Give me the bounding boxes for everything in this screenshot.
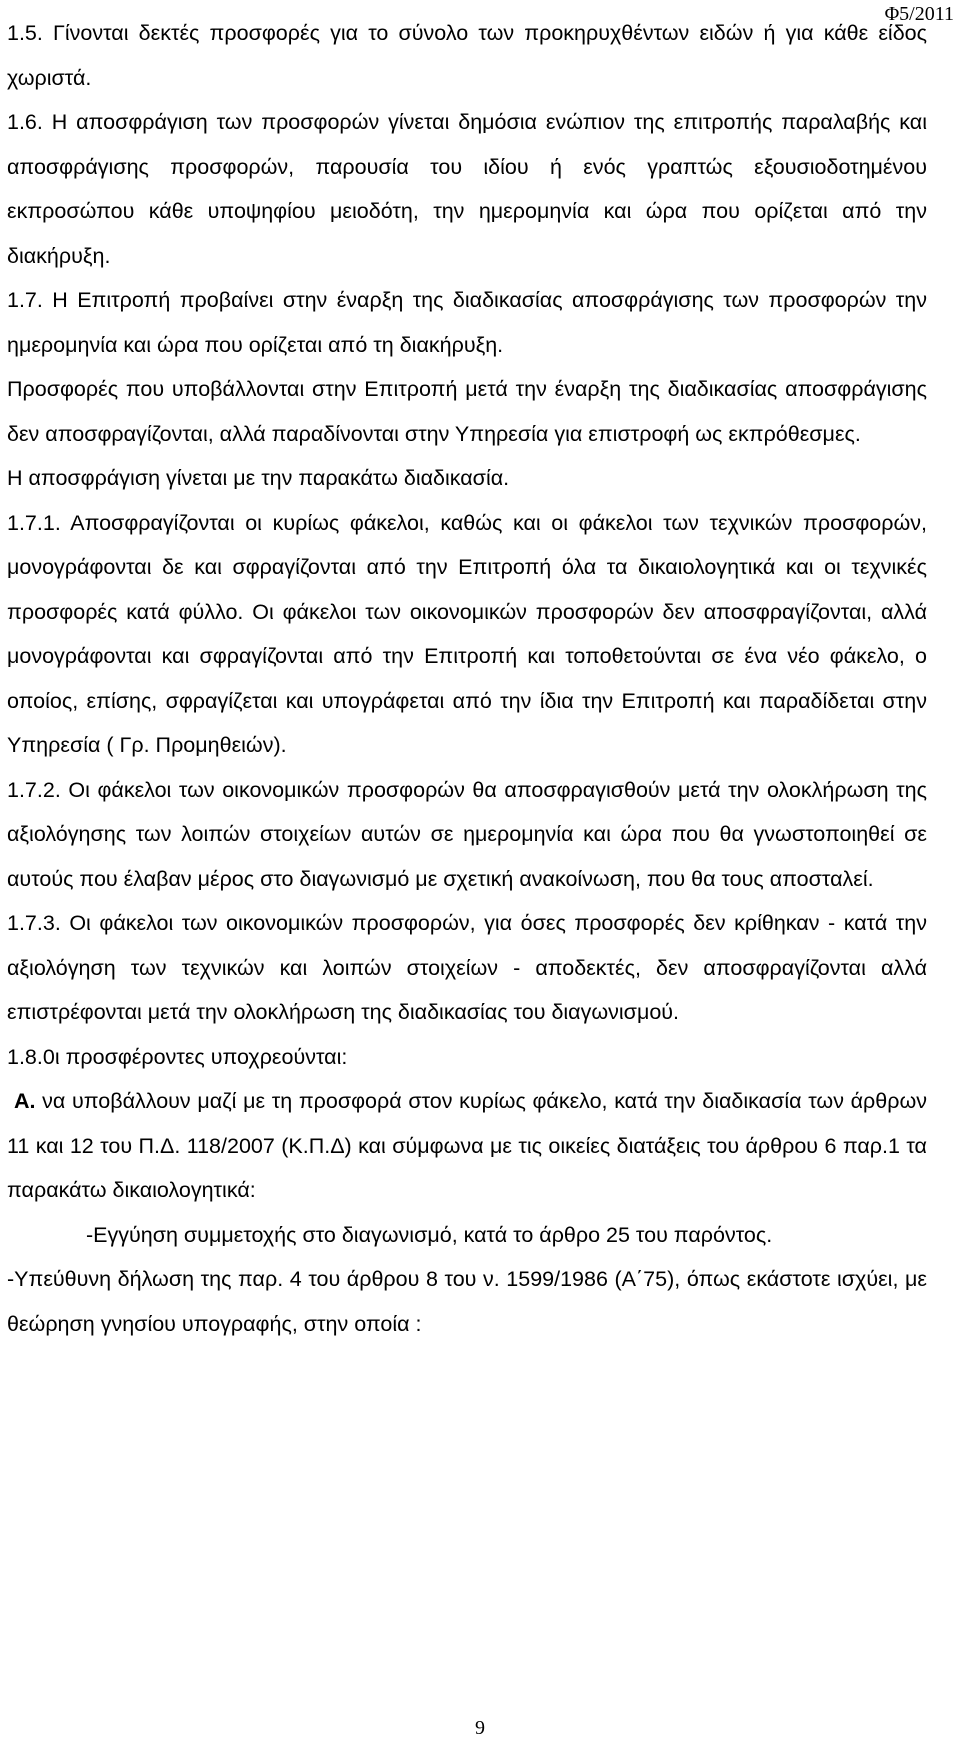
paragraph-late-offers: Προσφορές που υποβάλλονται στην Επιτροπή μετά την έναρξη της διαδικασίας αποσφράγισης δεν αποσφραγίζονται, αλλά παραδίνονται στην Υπηρεσία για επιστροφή ως εκπρόθεσμες. [7,377,927,446]
paragraph-1-5: 1.5. Γίνονται δεκτές προσφορές για το σύνολο των προκηρυχθέντων ειδών ή για κάθε είδος χωριστά. [7,21,927,90]
list-item-guarantee: -Εγγύηση συμμετοχής στο διαγωνισμό, κατά το άρθρο 25 του παρόντος. [86,1222,773,1247]
paragraph-1-7-1: 1.7.1. Αποσφραγίζονται οι κυρίως φάκελοι, καθώς και οι φάκελοι των τεχνικών προσφορών, μονογράφονται δε και σφραγίζονται από την Επιτροπή όλα τα δικαιολογητικά και οι τεχνικές προσφορές κατά φύλλο. Οι φάκελοι των οικονομικών προσφορών δεν αποσφραγίζονται, αλλά μονογράφονται και σφραγίζονται από την Επιτροπή και τοποθετούνται σε ένα νέο φάκελο, ο οποίος, επίσης, σφραγίζεται και υπογράφεται από την ίδια την Επιτροπή και παραδίδεται στην Υπηρεσία ( Γρ. Προμηθειών). [7,510,927,757]
paragraph-1-7-3: 1.7.3. Οι φάκελοι των οικονομικών προσφορών, για όσες προσφορές δεν κρίθηκαν - κατά την αξιολόγηση των τεχνικών και λοιπών στοιχείων - αποδεκτές, δεν αποσφραγίζονται αλλά επιστρέφονται μετά την ολοκλήρωση της διαδικασίας του διαγωνισμού. [7,911,927,1024]
document-code: Φ5/2011 [884,3,954,25]
paragraph-1-6: 1.6. Η αποσφράγιση των προσφορών γίνεται δημόσια ενώπιον της επιτροπής παραλαβής και αποσφράγισης προσφορών, παρουσία του ιδίου ή ενός γραπτώς εξουσιοδοτημένου εκπροσώπου κάθε υποψηφίου μειοδότη, την ημερομηνία και ώρα που ορίζεται από την διακήρυξη. [7,110,927,268]
paragraph-1-7: 1.7. Η Επιτροπή προβαίνει στην έναρξη της διαδικασίας αποσφράγισης των προσφορών την ημερομηνία και ώρα που ορίζεται από τη διακήρυξη. [7,288,927,357]
item-a [7,1079,927,1213]
item-a-text: να υποβάλλουν μαζί με τη προσφορά στον κυρίως φάκελο, κατά την διαδικασία των άρθρων 11 και 12 του Π.Δ. 118/2007 (Κ.Π.Δ) και σύμφωνα με τις οικείες διατάξεις του άρθρου 6 παρ.1 τα παρακάτω δικαιολογητικά: [7,1089,927,1202]
document-body [7,11,927,1346]
paragraph-1-8: 1.8.0ι προσφέροντες υποχρεούνται: [7,1044,348,1069]
paragraph-procedure: Η αποσφράγιση γίνεται με την παρακάτω διαδικασία. [7,466,510,490]
page-number: 9 [475,1717,485,1739]
item-a-letter: Α. [14,1089,36,1113]
paragraph-sworn-declaration: -Υπεύθυνη δήλωση της παρ. 4 του άρθρου 8 του ν. 1599/1986 (Α΄75), όπως εκάστοτε ισχύει, με θεώρηση γνησίου υπογραφής, στην οποία : [7,1267,927,1336]
paragraph-1-7-2: 1.7.2. Οι φάκελοι των οικονομικών προσφορών θα αποσφραγισθούν μετά την ολοκλήρωση της αξιολόγησης των λοιπών στοιχείων αυτών σε ημερομηνία και ώρα που θα γνωστοποιηθεί σε αυτούς που έλαβαν μέρος στο διαγωνισμό με σχετική ανακοίνωση, που θα τους αποσταλεί. [7,777,927,891]
